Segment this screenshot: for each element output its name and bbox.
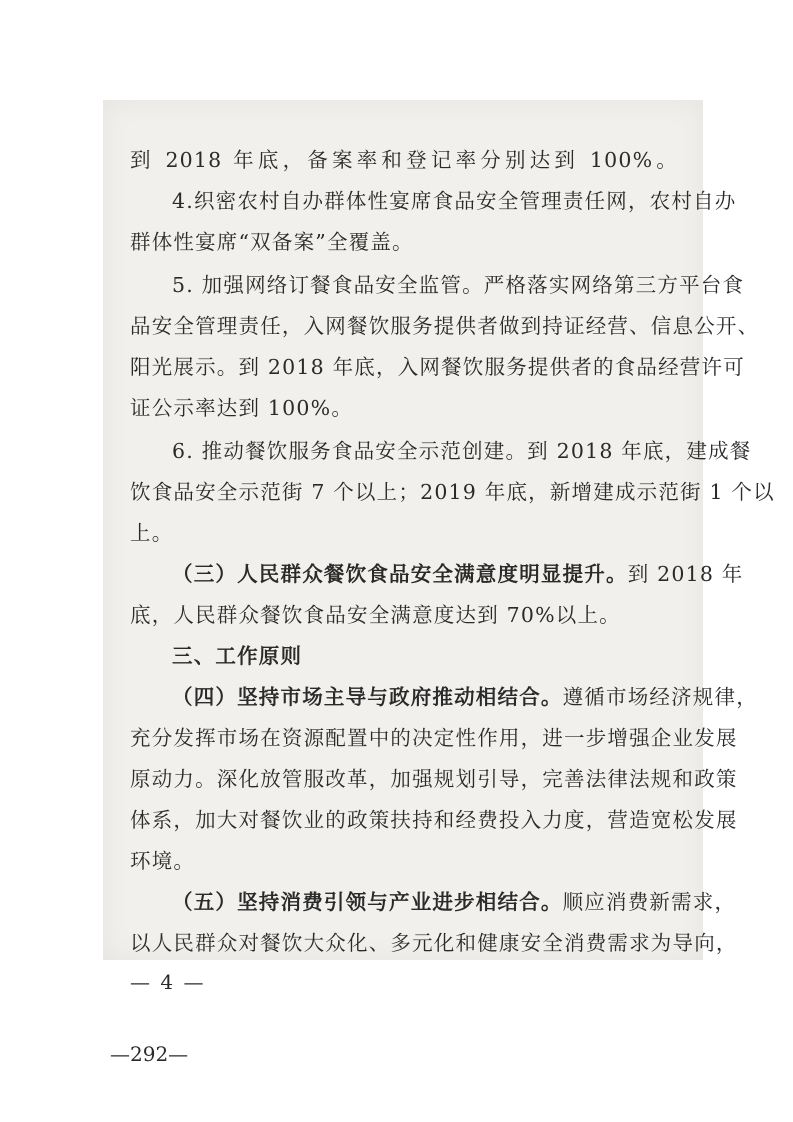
text-span: 顺应消费新需求， xyxy=(562,890,737,914)
text-line: 以人民群众对餐饮大众化、多元化和健康安全消费需求为导向， xyxy=(130,931,738,955)
text-span: 到 2018 年 xyxy=(627,562,744,586)
text-line: 上。 xyxy=(130,521,174,545)
section-heading: （四）坚持市场主导与政府推动相结合。 xyxy=(172,685,563,709)
text-line xyxy=(172,560,744,588)
text-line: 环境。 xyxy=(130,849,196,873)
text-line xyxy=(172,683,758,711)
text-line: 阳光展示。到 2018 年底，入网餐饮服务提供者的食品经营许可 xyxy=(130,355,745,379)
text-line: 群体性宴席“双备案”全覆盖。 xyxy=(130,230,414,254)
text-line: 到 2018 年底，备案率和登记率分别达到 100%。 xyxy=(130,148,678,172)
outer-page-number: —292— xyxy=(110,1042,189,1066)
text-line: 底，人民群众餐饮食品安全满意度达到 70%以上。 xyxy=(130,603,621,627)
text-line xyxy=(172,888,737,916)
text-line: 饮食品安全示范街 7 个以上；2019 年底，新增建成示范街 1 个以 xyxy=(130,480,775,504)
text-line: 充分发挥市场在资源配置中的决定性作用，进一步增强企业发展 xyxy=(130,726,738,750)
text-line: 4.织密农村自办群体性宴席食品安全管理责任网，农村自办 xyxy=(172,189,737,213)
text-line: 证公示率达到 100%。 xyxy=(130,396,354,420)
chapter-heading: 三、工作原则 xyxy=(172,644,303,668)
text-line: 原动力。深化放管服改革，加强规划引导，完善法律法规和政策 xyxy=(130,767,738,791)
section-heading: （五）坚持消费引领与产业进步相结合。 xyxy=(172,890,563,914)
text-line: 5. 加强网络订餐食品安全监管。严格落实网络第三方平台食 xyxy=(172,273,745,297)
text-line: 体系，加大对餐饮业的政策扶持和经费投入力度，营造宽松发展 xyxy=(130,808,738,832)
text-span: 遵循市场经济规律， xyxy=(562,685,758,709)
text-line: 6. 推动餐饮服务食品安全示范创建。到 2018 年底，建成餐 xyxy=(172,439,752,463)
text-line: 品安全管理责任，入网餐饮服务提供者做到持证经营、信息公开、 xyxy=(130,314,760,338)
section-heading: （三）人民群众餐饮食品安全满意度明显提升。 xyxy=(172,562,628,586)
page-number: — 4 — xyxy=(130,970,206,994)
